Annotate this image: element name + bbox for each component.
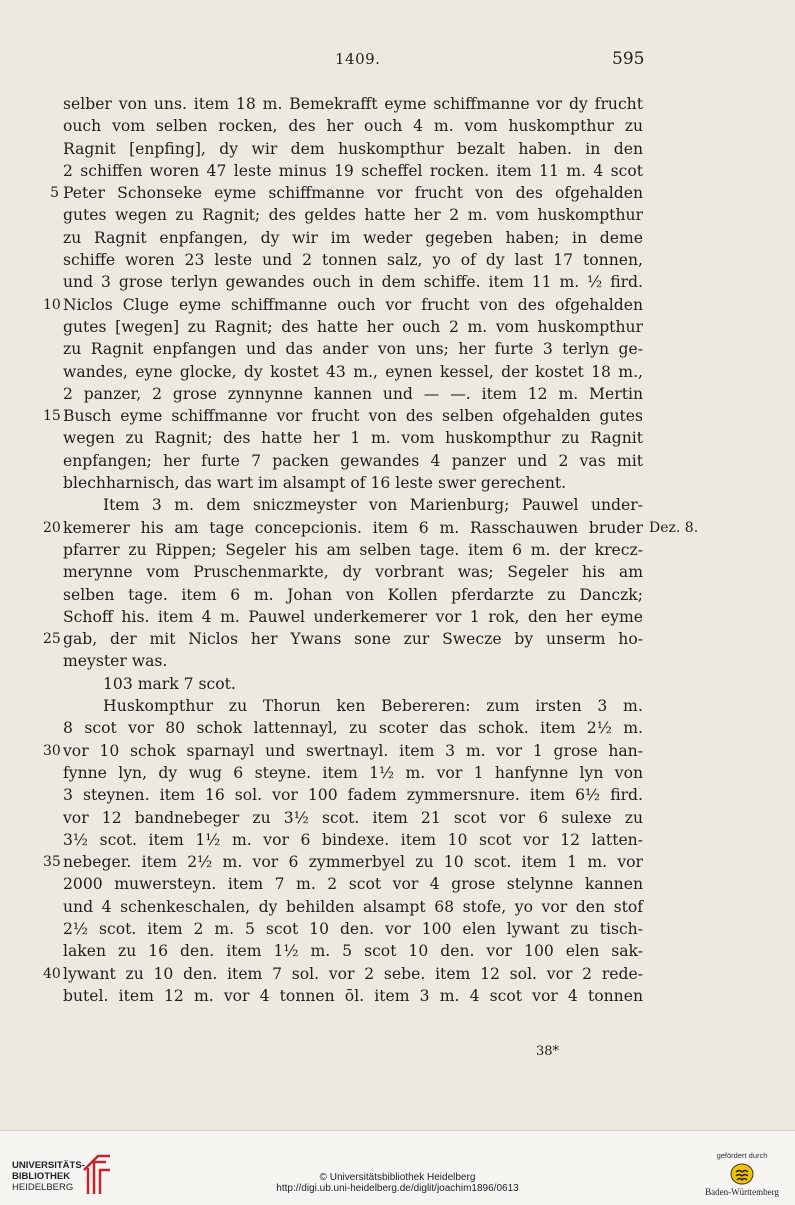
line-text: 2 schiffen woren 47 leste minus 19 scheffel rocken. item 11 m. 4 scot (63, 161, 643, 180)
text-line (63, 93, 643, 115)
line-text: und 3 grose terlyn gewandes ouch in dem schiffe. item 11 m. ½ fird. (63, 273, 643, 292)
funder-block (699, 1151, 785, 1197)
text-line (63, 985, 643, 1007)
line-text: zu Ragnit enpfangen, dy wir im weder gegeben haben; in deme (63, 228, 643, 247)
line-text: 2 panzer, 2 grose zynnynne kannen und — —. item 12 m. Mertin (63, 384, 643, 403)
text-line (63, 539, 643, 561)
line-text: gutes [wegen] zu Ragnit; des hatte her ouch 2 m. vom huskompthur (63, 317, 643, 336)
line-text: gab, der mit Niclos her Ywans sone zur Swecze by unserm ho- (63, 630, 643, 649)
line-text: 3½ scot. item 1½ m. vor 6 bindexe. item 10 scot vor 12 latten- (63, 830, 643, 849)
text-line (50, 182, 643, 204)
line-number: 20 (43, 519, 61, 536)
text-line (63, 338, 643, 360)
line-text: 103 mark 7 scot. (103, 674, 236, 693)
line-text: merynne vom Pruschenmarkte, dy vorbrant was; Segeler his am (63, 563, 643, 582)
page-number: 595 (612, 49, 645, 69)
line-text: gutes wegen zu Ragnit; des geldes hatte her 2 m. vom huskompthur (63, 206, 643, 225)
text-line (43, 851, 643, 873)
line-text: vor 12 bandnebeger zu 3½ scot. item 21 scot vor 6 sulexe zu (63, 808, 643, 827)
line-number: 15 (43, 408, 61, 425)
line-text: Busch eyme schiffmanne vor frucht von des selben ofgehalden gutes (63, 407, 643, 426)
text-line (63, 584, 643, 606)
text-line (63, 829, 643, 851)
text-line (43, 294, 643, 316)
line-text: enpfangen; her furte 7 packen gewandes 4 panzer und 2 vas mit (63, 451, 643, 470)
text-line (63, 918, 643, 940)
text-line (63, 695, 643, 717)
line-number: 30 (43, 742, 61, 759)
line-text: und 4 schenkeschalen, dy behilden alsampt 68 stofe, yo vor den stof (63, 897, 643, 916)
line-text: laken zu 16 den. item 1½ m. 5 scot 10 den. vor 100 elen sak- (63, 942, 643, 961)
text-line (63, 673, 643, 695)
copyright-text: © Universitätsbibliothek Heidelberg (319, 1172, 476, 1183)
line-number: 10 (43, 296, 61, 313)
logo-line-3: HEIDELBERG (12, 1182, 74, 1193)
permalink-url[interactable]: http://digi.ub.uni-heidelberg.de/diglit/joachim1896/0613 (276, 1183, 519, 1194)
text-line (43, 740, 643, 762)
text-line (63, 606, 643, 628)
funded-by-label: gefördert durch (716, 1151, 768, 1160)
text-line (63, 873, 643, 895)
line-text: wegen zu Ragnit; des hatte her 1 m. vom huskompthur zu Ragnit (63, 429, 643, 448)
text-line (63, 427, 643, 449)
text-line (63, 271, 643, 293)
text-line (63, 561, 643, 583)
line-text: selber von uns. item 18 m. Bemekrafft eyme schiffmanne vor dy frucht (63, 95, 643, 113)
margin-date-note: Dez. 8. (649, 519, 699, 536)
line-text: fynne lyn, dy wug 6 steyne. item 1½ m. vor 1 hanfynne lyn von (63, 763, 643, 782)
signature-mark: 38* (536, 1044, 560, 1059)
logo-line-1: UNIVERSITÄTS- (12, 1160, 85, 1171)
line-text: Item 3 m. dem sniczmeyster von Marienburg; Pauwel under- (103, 496, 643, 515)
line-text: wandes, eyne glocke, dy kostet 43 m., eynen kessel, der kostet 18 m., (63, 362, 643, 381)
text-line (63, 940, 643, 962)
text-line (63, 717, 643, 739)
line-text: schiffe woren 23 leste und 2 tonnen salz, yo of dy last 17 tonnen, (63, 251, 643, 270)
text-line (43, 628, 643, 650)
line-number: 40 (43, 965, 61, 982)
running-head-year: 1409. (335, 50, 381, 68)
text-line (63, 650, 643, 672)
state-emblem-icon (730, 1163, 754, 1185)
text-line (63, 784, 643, 806)
line-number: 25 (43, 631, 61, 648)
text-line (63, 115, 643, 137)
text-line (63, 316, 643, 338)
line-text: Schoff his. item 4 m. Pauwel underkemerer vor 1 rok, den her eyme (63, 607, 643, 626)
line-text: Peter Schonseke eyme schiffmanne vor frucht von des ofgehalden (63, 184, 643, 203)
text-line (43, 405, 643, 427)
line-text: 8 scot vor 80 schok lattennayl, zu scoter das schok. item 2½ m. (63, 719, 643, 738)
line-number: 35 (43, 854, 61, 871)
funder-name: Baden-Württemberg (705, 1187, 779, 1197)
text-line (63, 383, 643, 405)
text-line (63, 472, 643, 494)
line-text: 3 steynen. item 16 sol. vor 100 fadem zymmersnure. item 6½ fird. (63, 786, 643, 805)
text-line (43, 963, 643, 985)
line-text: pfarrer zu Rippen; Segeler his am selben tage. item 6 m. der krecz- (63, 540, 643, 559)
text-line (63, 807, 643, 829)
text-line (63, 227, 643, 249)
line-text: Huskompthur zu Thorun ken Bebereren: zum irsten 3 m. (103, 697, 643, 716)
copyright-notice (0, 1172, 795, 1194)
text-line (63, 160, 643, 182)
text-line (63, 204, 643, 226)
line-text: lywant zu 10 den. item 7 sol. vor 2 sebe. item 12 sol. vor 2 rede- (63, 964, 643, 983)
line-text: vor 10 schok sparnayl und swertnayl. item 3 m. vor 1 grose han- (63, 741, 643, 760)
text-line (63, 249, 643, 271)
text-line (63, 138, 643, 160)
line-text: selben tage. item 6 m. Johan von Kollen pferdarzte zu Danczk; (63, 585, 643, 604)
line-text: nebeger. item 2½ m. vor 6 zymmerbyel zu 10 scot. item 1 m. vor (63, 853, 643, 872)
line-text: zu Ragnit enpfangen und das ander von uns; her furte 3 terlyn ge- (63, 340, 643, 359)
text-line (63, 494, 643, 516)
line-text: 2000 muwersteyn. item 7 m. 2 scot vor 4 grose stelynne kannen (63, 875, 643, 894)
line-text: Niclos Cluge eyme schiffmanne ouch vor frucht von des ofgehalden (63, 295, 643, 314)
text-line (63, 450, 643, 472)
line-text: 2½ scot. item 2 m. 5 scot 10 den. vor 100 elen lywant zu tisch- (63, 919, 643, 938)
text-line (63, 361, 643, 383)
line-text: Ragnit [enpfing], dy wir dem huskompthur bezalt haben. in den (63, 139, 643, 158)
line-text: butel. item 12 m. vor 4 tonnen ōl. item 3 m. 4 scot vor 4 tonnen (63, 986, 643, 1005)
line-text: ouch vom selben rocken, des her ouch 4 m. vom huskompthur zu (63, 117, 643, 136)
body-text (43, 93, 699, 1007)
line-number: 5 (50, 185, 59, 202)
line-text: blechharnisch, das wart im alsampt of 16 leste swer gerechent. (63, 474, 567, 493)
text-line (63, 896, 643, 918)
line-text: meyster was. (63, 652, 168, 671)
line-text: kemerer his am tage concepcionis. item 6 m. Rasschauwen bruder (63, 518, 643, 537)
logo-line-2: BIBLIOTHEK (12, 1171, 71, 1182)
text-line (43, 517, 699, 539)
text-line (63, 762, 643, 784)
